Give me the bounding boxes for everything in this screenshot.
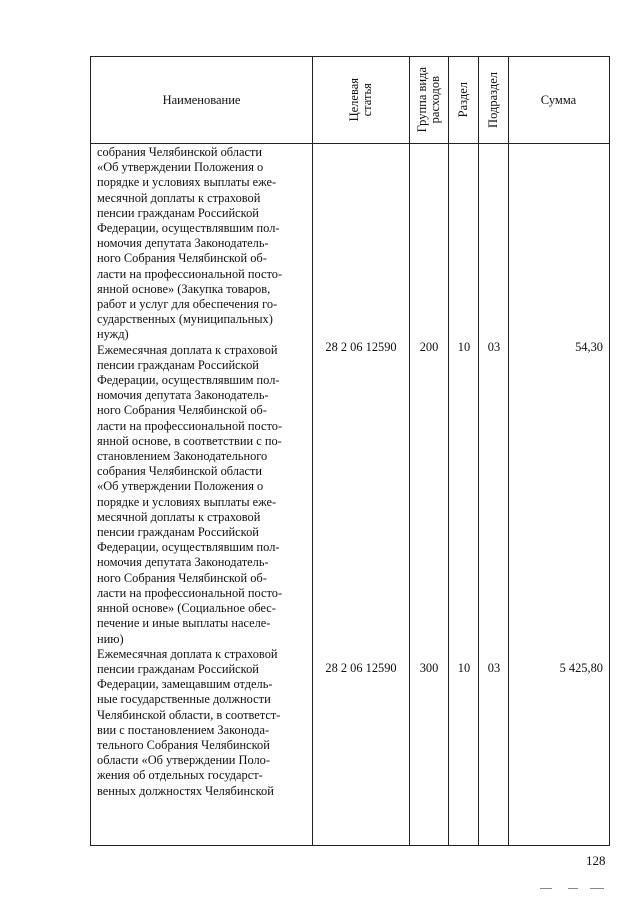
row-2-code: 28 2 06 12590 — [325, 661, 397, 675]
header-code-label: Целевая статья — [346, 78, 374, 122]
name-column-text: собрания Челябинской области «Об утверждении Положения о порядке и условиях выплаты еже- месячной доплаты к страховой пенсии гражданам Российской Федерации, осуществлявшим пол- номочия депутата Законодатель- ного Собрания Челябинской об- ласти на профессиональной посто- янной основе» (Закупка товаров, работ и услуг для обеспечения го- сударственных (муниципальных) нужд) Ежемесячная доплата к страховой пенсии гражданам Российской Федерации, осуществлявшим пол- номочия депутата Законодатель- ного Собрания Челябинской об- ласти на профессиональной посто- янной основе, в соответствии с по- становлением Законодательного собрания Челябинской области «Об утверждении Положения о порядке и условиях выплаты еже- месячной доплаты к страховой пенсии гражданам Российской Федерации, осуществлявшим пол- номочия депутата Законодатель- ного Собрания Челябинской об- ласти на профессиональной посто- янной основе» (Социальное обес- печение и иные выплаты населе- нию) Ежемесячная доплата к страховой пенсии гражданам Российской Федерации, замещавшим отдель- ные государственные должности Челябинской области, в соответст- вии с постановлением Законода- тельного Собрания Челябинской области «Об утверждении Поло- жения об отдельных государст- венных должностях Челябинской — [97, 145, 283, 798]
header-section-label: Раздел — [455, 82, 470, 118]
header-name-label: Наименование — [162, 92, 241, 107]
row-2-section: 10 — [457, 661, 471, 675]
header-section — [448, 57, 478, 143]
column-divider — [448, 57, 449, 845]
row-1-code: 28 2 06 12590 — [325, 340, 397, 354]
header-sum — [508, 57, 609, 143]
row-2-subsection: 03 — [487, 661, 501, 675]
column-divider — [508, 57, 509, 845]
budget-table — [90, 56, 610, 846]
scan-mark — [590, 888, 604, 889]
header-group-label: Группа вида расходов — [414, 67, 442, 133]
header-code — [312, 57, 409, 143]
header-subsection-label: Подраздел — [485, 72, 500, 128]
row-2-group: 300 — [419, 661, 439, 675]
row-2-sum: 5 425,80 — [559, 661, 603, 675]
header-name — [91, 57, 312, 143]
page-number: 128 — [586, 853, 606, 868]
scan-mark — [568, 888, 578, 889]
column-divider — [409, 57, 410, 845]
scan-mark — [540, 888, 552, 889]
row-1-sum: 54,30 — [575, 340, 603, 354]
row-1-subsection: 03 — [487, 340, 501, 354]
column-divider — [312, 57, 313, 845]
header-group — [409, 57, 448, 143]
row-1-section: 10 — [457, 340, 471, 354]
header-divider — [91, 143, 609, 144]
column-divider — [478, 57, 479, 845]
header-sum-label: Сумма — [540, 92, 577, 107]
header-subsection — [478, 57, 508, 143]
row-1-group: 200 — [419, 340, 439, 354]
